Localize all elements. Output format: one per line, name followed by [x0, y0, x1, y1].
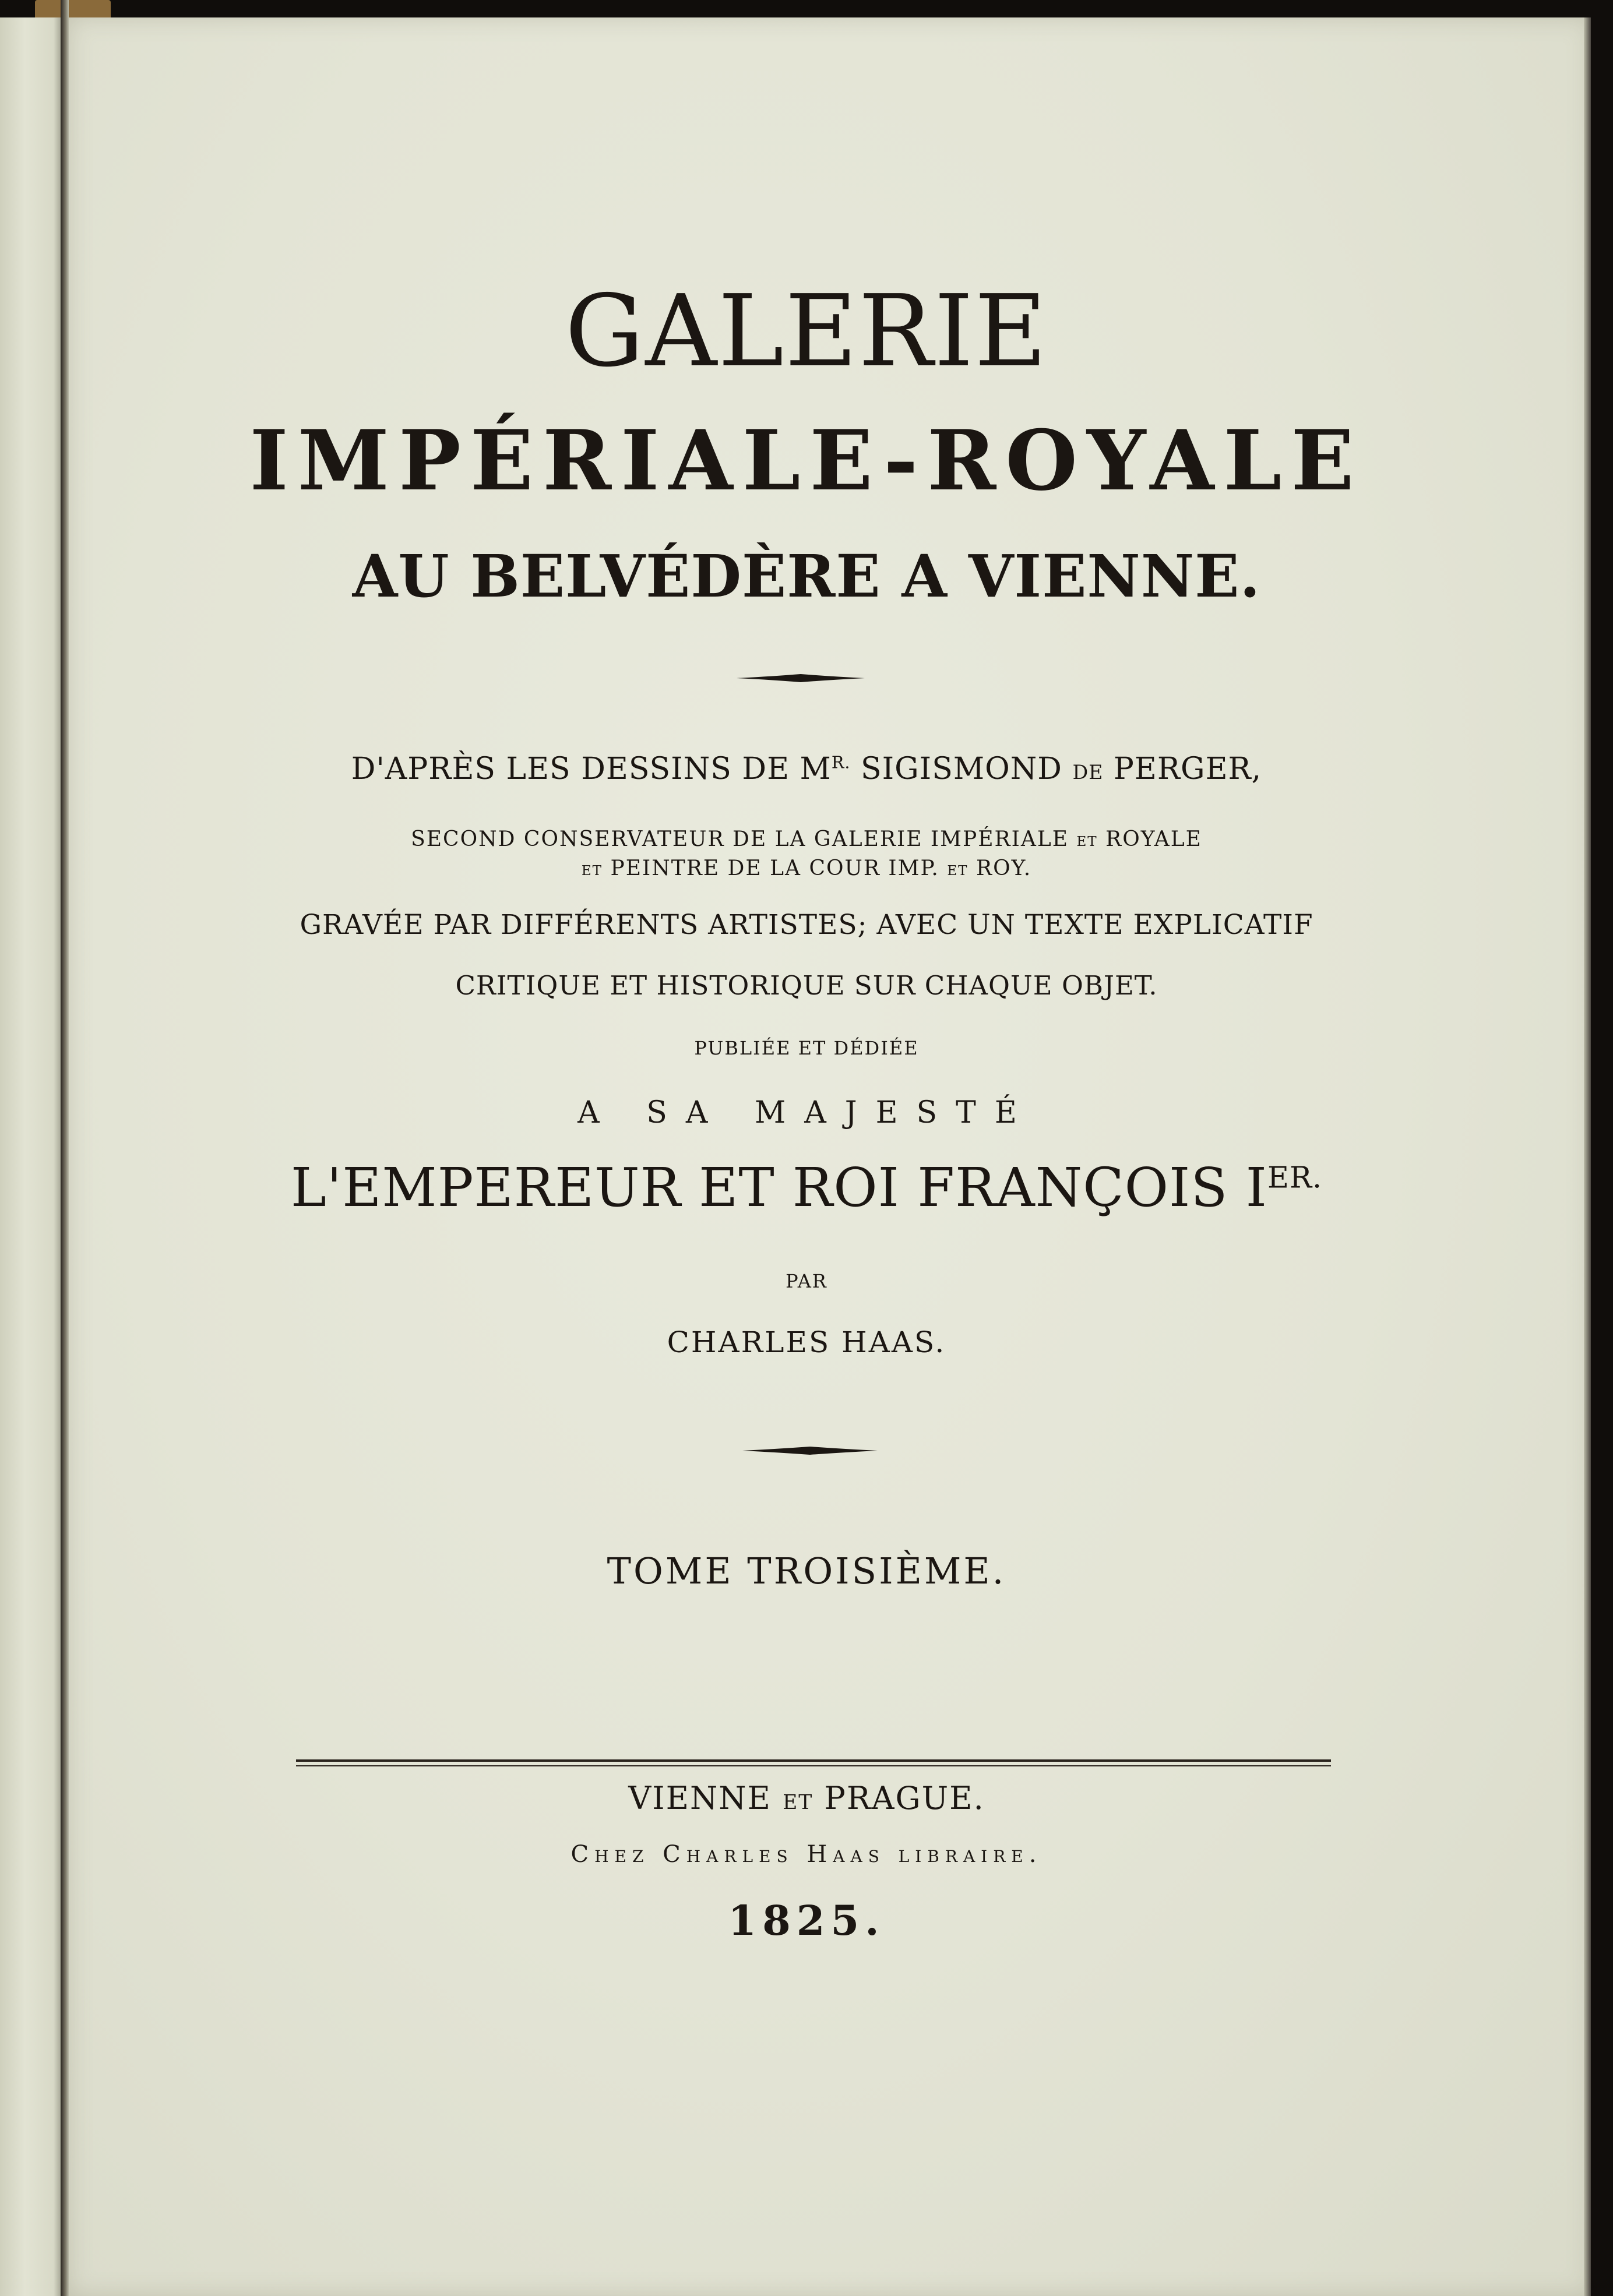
- drawings-credit: [0, 752, 1613, 787]
- imprint-rule-thick: [296, 1759, 1331, 1762]
- imprint-city-et: ET: [783, 1791, 813, 1814]
- second-line-after: ROYALE: [1097, 827, 1202, 851]
- imprint-publisher: Chez Charles Haas libraire.: [570, 1841, 1043, 1868]
- engraved-by-line: GRAVÉE PAR DIFFÉRENTS ARTISTES; AVEC UN TEXTE EXPLICATIF: [300, 909, 1313, 941]
- emperor-line-main: L'EMPEREUR ET ROI FRANÇOIS I: [290, 1156, 1268, 1219]
- drawings-credit-de: DE: [1072, 761, 1104, 784]
- by-line: PAR: [786, 1270, 827, 1292]
- emperor-line: [0, 1156, 1613, 1219]
- imprint-city-after: PRAGUE.: [813, 1780, 985, 1817]
- drawings-credit-after: PERGER,: [1103, 752, 1262, 787]
- imprint-city-before: VIENNE: [628, 1780, 783, 1817]
- title-galerie: GALERIE: [565, 274, 1048, 389]
- second-conservateur-line: [0, 827, 1613, 851]
- title-belvedere: AU BELVÉDÈRE A VIENNE.: [352, 542, 1261, 611]
- imprint-city: [0, 1780, 1613, 1817]
- drawings-credit-sup: R.: [831, 752, 851, 773]
- second-line-before: SECOND CONSERVATEUR DE LA GALERIE IMPÉRIALE: [411, 827, 1077, 851]
- dash-ornament-bottom: [742, 1445, 878, 1456]
- peintre-line-after: ROY.: [968, 856, 1032, 880]
- imprint-rule-thin: [296, 1765, 1331, 1766]
- peintre-line-et2: ET: [947, 863, 968, 879]
- majesty-line: A SA MAJESTÉ: [577, 1095, 1036, 1130]
- publication-year: 1825.: [728, 1896, 885, 1945]
- author-name: CHARLES HAAS.: [667, 1325, 946, 1359]
- dash-ornament-top: [737, 672, 865, 684]
- volume-title: TOME TROISIÈME.: [607, 1550, 1006, 1592]
- second-line-et: ET: [1076, 834, 1098, 849]
- emperor-line-sup: ER.: [1267, 1160, 1323, 1195]
- critique-line: CRITIQUE ET HISTORIQUE SUR CHAQUE OBJET.: [455, 970, 1158, 1001]
- peintre-line-middle: PEINTRE DE LA COUR IMP.: [603, 856, 948, 880]
- published-dedicated-line: PUBLIÉE ET DÉDIÉE: [694, 1037, 919, 1059]
- peintre-line: [0, 856, 1613, 880]
- drawings-credit-before: D'APRÈS LES DESSINS DE M: [351, 752, 832, 787]
- title-imperiale-royale: IMPÉRIALE-ROYALE: [249, 412, 1364, 509]
- drawings-credit-middle: SIGISMOND: [850, 752, 1073, 787]
- peintre-line-et1: ET: [581, 863, 603, 879]
